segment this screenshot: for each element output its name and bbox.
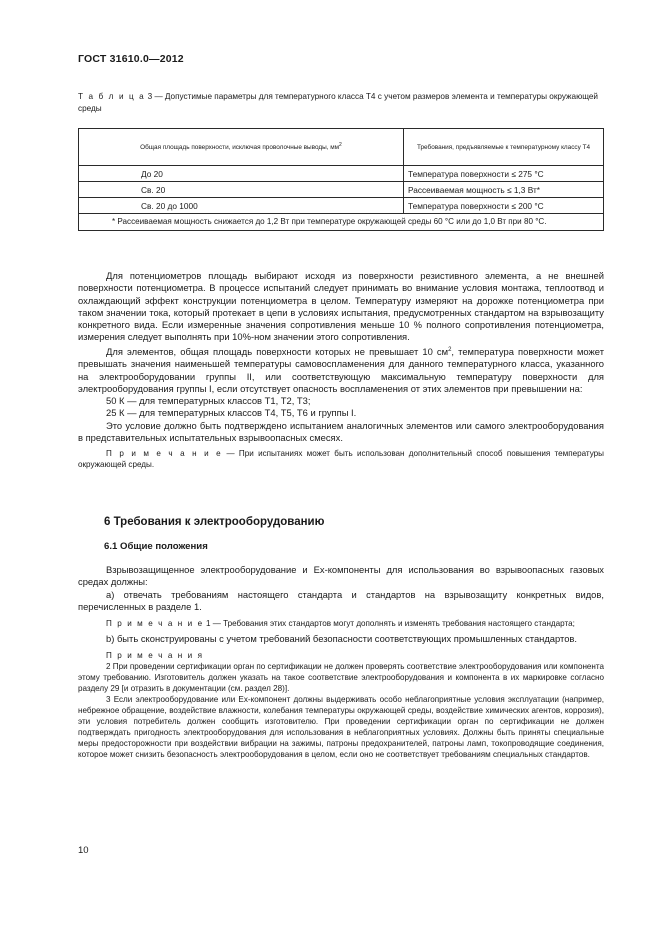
cm2-superscript: 2 [448,346,452,353]
col-header-area: Общая площадь поверхности, исключая проволочные выводы, $мм^2$ [79,129,404,166]
body-block [78,270,604,470]
cell-area: Св. 20 до 1000 [79,198,404,214]
table-header-row [79,129,604,166]
paragraph-ex-equipment: Взрывозащищенное электрооборудование и Ex-компоненты для использования во взрывоопасных газовых средах должны: [78,564,604,588]
section-body [78,564,604,760]
note-2: 2 При проведении сертификации орган по сертификации не должен проверять соответствие электрооборудования или компонента этому требованию. Изготовитель должен указать на такое соответствие электрооборудования и компонента в их маркировке согласно разделу 29 [и отразить в документации (см. раздел 28)]. [78,662,604,694]
paragraph-potentiometers: Для потенциометров площадь выбирают исходя из поверхности резистивного элемента, а не внешней поверхности потенциометра. В процессе испытаний следует принимать во внимание условия монтажа, теплоотвод и охлаждающий эффект конструкции потенциометра в целом. Температуру измеряют на дорожке потенциометра при таком значении тока, который протекает в цепи в условиях испытания, предусмотренных стандартом на взрывозащиту конкретного вида. Если измеренные значения сопротивления меньше 10 % полного сопротивления потенциометра, измерения следует выполнять при 10%-ном значении этого сопротивления. [78,270,604,343]
requirements-table [78,128,604,231]
paragraph-item-a: a) отвечать требованиям настоящего стандарта и стандартов на взрывозащиту конкретных видов, перечисленных в разделе 1. [78,588,604,612]
cell-requirement: Рассеиваемая мощность ≤ 1,3 Вт* [404,182,604,198]
note-1: П р и м е ч а н и е 1 — Требования этих стандартов могут дополнять и изменять требования настоящего стандарта; [106,619,575,629]
paragraph-small-elements: Для элементов, общая площадь поверхности которых не превышает 10 $см^2$, температура поверхности может превышать значения наименьшей температуры самовоспламенения для данного температурного класса, указанного на электрооборудовании группы II, или соответствующую максимальную температуру поверхности для электрооборудования группы I, если отсутствует опасность воспламенения от этих элементов при превышении на: [78,345,605,394]
subsection-title: 6.1 Общие положения [104,541,208,552]
notes-label: П р и м е ч а н и я [106,651,204,661]
area-unit-superscript: 2 [339,142,342,149]
cell-requirement: Температура поверхности ≤ 200 °С [404,198,604,214]
table-row [79,166,604,182]
document-code: ГОСТ 31610.0—2012 [78,53,184,65]
table-caption-text: 3 — Допустимые параметры для температурного класса Т4 с учетом размеров элемента и температуры окружающей среды [78,92,598,113]
note-3: 3 Если электрооборудование или Ex-компонент должны выдерживать особо неблагоприятные условия эксплуатации (например, небрежное обращение, воздействие влажности, колебания температуры окружающей среды, воздействие химических агентов, коррозия), эти условия потребитель должен сообщить изготовителю. При проведении сертификации орган по сертификации не должен подтверждать пригодность электрооборудования для использования в неблагоприятных условиях. Должны быть приняты специальные меры предосторожности при воздействии вибрации на зажимы, патроны предохранителей, патроны ламп, токопроводящие соединения, которое может снизить безопасность электрооборудования в целом, если оно не соответствует требованиям специальных стандартов. [78,695,604,760]
cell-requirement: Температура поверхности ≤ 275 °С [404,166,604,182]
table-row [79,198,604,214]
note-1-block [78,618,604,629]
notes-block [78,650,604,760]
note-temperature: П р и м е ч а н и е — При испытаниях может быть использован дополнительный способ повышения температуры окружающей среды. [78,449,604,470]
table-footnote: * Рассеиваемая мощность снижается до 1,2 Вт при температуре окружающей среды 60 °С или до 1,0 Вт при 80 °С. [79,214,604,231]
note-1-label: П р и м е ч а н и е [106,619,204,629]
note-label: П р и м е ч а н и е [106,449,223,459]
section-title: 6 Требования к электрооборудованию [104,516,325,528]
page-number: 10 [78,845,89,856]
paragraph-item-b: b) быть сконструированы с учетом требований безопасности соответствующих промышленных стандартов. [106,633,578,645]
paragraph-limit-t4-t6: 25 К — для температурных классов Т4, Т5, Т6 и группы I. [106,407,357,419]
cell-area: До 20 [79,166,404,182]
table-caption [78,91,598,115]
cell-area: Св. 20 [79,182,404,198]
note-block [78,448,604,470]
table-caption-prefix: Т а б л и ц а [78,92,146,101]
paragraph-limit-t1-t3: 50 К — для температурных классов Т1, Т2, Т3; [106,395,311,407]
table-footnote-row [79,214,604,231]
paragraph-confirmation: Это условие должно быть подтверждено испытанием аналогичных элементов или самого электрооборудования в представительных испытательных взрывоопасных смесях. [78,419,604,443]
table-row [79,182,604,198]
col-header-requirements: Требования, предъявляемые к температурному классу Т4 [404,129,604,166]
